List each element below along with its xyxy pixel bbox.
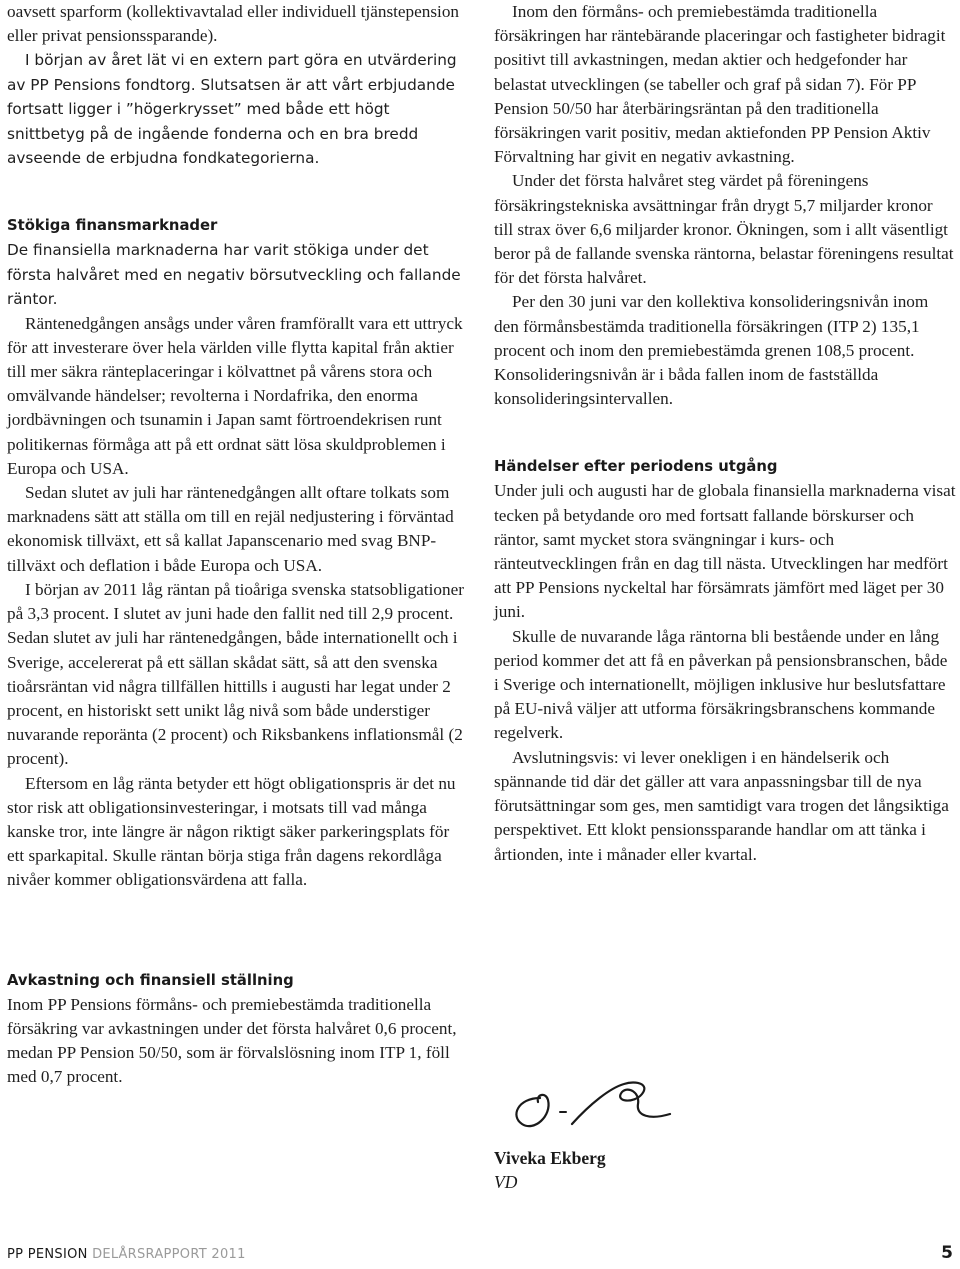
left-paragraph-2: I början av året lät vi en extern part göra en utvärdering av PP Pensions fondtorg. Slutsatsen är att vårt erbjudande fortsatt ligger i ”högerkrysset” med både ett högt snittbetyg på de ingående fonderna och en bra bredd avseende de erbjudna fondkategorierna. (7, 51, 457, 168)
handwritten-signature (500, 1058, 690, 1138)
left-paragraph-6: I början av 2011 låg räntan på tioåriga svenska statsobligationer på 3,3 procent. I slutet av juni hade den fallit ned till 2,9 procent. Sedan slutet av juli har räntenedgången, både internationellt och i Sverige, accelererat på ett sällan skådat sätt, så att den svenska tioårsräntan vid några tillfällen hittills i augusti har legat under 2 procent, en historiskt sett unikt låg nivå som både understiger nuvarande reporänta (2 procent) och Riksbankens inflationsmål (2 procent). (7, 579, 464, 769)
left-paragraph-3: De finansiella marknaderna har varit stökiga under det första halvåret med en negativ börsutveckling och fallande räntor. (7, 241, 461, 309)
signatory-title: VD (494, 1172, 518, 1192)
right-paragraph-1: Inom den förmåns- och premiebestämda traditionella försäkringen har räntebärande placeringar och fastigheter bidragit positivt till avkastningen, medan aktier och hedgefonder har belastat utvecklingen (se tabeller och graf på sidan 7). För PP Pension 50/50 har återbäringsräntan på den traditionella försäkringen varit positiv, medan aktiefonden PP Pension Aktiv Förvaltning har givit en negativ avkastning. (494, 2, 946, 167)
section-heading-stokiga: Stökiga finansmarknader (7, 217, 218, 235)
left-column (7, 0, 469, 1089)
spacer (7, 893, 469, 969)
section-heading-avkastning: Avkastning och finansiell ställning (7, 971, 294, 989)
right-paragraph-5: Skulle de nuvarande låga räntorna bli bestående under en lång period kommer det att få en påverkan på pensionsbranschen, både i Sverige och internationellt, möjligen inklusive hur beslutsfattare på EU-nivå väljer att utforma försäkringsbranschens kommande regelverk. (494, 626, 948, 743)
left-paragraph-4: Räntenedgången ansågs under våren framförallt vara ett uttryck för att investerare över hela världen ville flytta kapital från aktier till mer säkra ränteplaceringar i kölvattnet på vårens stora och omvälvande händelser; revolterna i Nordafrika, den enorma jordbävningen och tsunamin i Japan samt förtroendekrisen runt politikernas förmåga att på ett ordnat sätt lösa skuldproblemen i Europa och USA. (7, 313, 463, 478)
left-paragraph-8: Inom PP Pensions förmåns- och premiebestämda traditionella försäkring var avkastningen under det första halvåret 0,6 procent, medan PP Pension 50/50, som är förvalslösning inom ITP 1, föll med 0,7 procent. (7, 994, 457, 1087)
left-paragraph-5: Sedan slutet av juli har räntenedgången allt oftare tolkats som marknadens sätt att ställa om till en rejäl nedjustering i förväntad ekonomisk tillväxt, ett så kallat Japanscenario med svag BNP-tillväxt och deflation i både Europa och USA. (7, 483, 454, 575)
footer-label (7, 1247, 246, 1262)
spacer (7, 170, 469, 214)
section-heading-handelser: Händelser efter periodens utgång (494, 458, 778, 476)
page-number: 5 (941, 1243, 953, 1263)
footer-brand: PP PENSION (7, 1247, 88, 1262)
spacer (494, 411, 956, 455)
right-paragraph-4: Under juli och augusti har de globala finansiella marknaderna visat tecken på betydande oro med fortsatt fallande börskurser och räntor, samt mycket stora svängningar i kurs- och ränteutvecklingen från en dag till nästa. Utvecklingen har medfört att PP Pensions nyckeltal har försämrats jämfört med läget per 30 juni. (494, 481, 956, 622)
signatory-name: Viveka Ekberg (494, 1148, 606, 1168)
footer-report-title: DELÅRSRAPPORT 2011 (92, 1247, 246, 1262)
right-column (494, 0, 956, 867)
signature-block (494, 1146, 794, 1194)
left-paragraph-1: oavsett sparform (kollektivavtalad eller individuell tjänstepension eller privat pensionssparande). (7, 2, 460, 46)
right-paragraph-2: Under det första halvåret steg värdet på föreningens försäkringstekniska avsättningar från drygt 5,7 miljarder kronor till strax över 6,6 miljarder kronor. Ökningen, som i allt väsentligt beror på de fallande svenska räntorna, belastar föreningens resultat för det första halvåret. (494, 171, 954, 288)
right-paragraph-3: Per den 30 juni var den kollektiva konsolideringsnivån inom den förmånsbestämda traditionella försäkringen (ITP 2) 135,1 procent och inom den premiebestämda grenen 108,5 procent. Konsolideringsnivån är i båda fallen inom de fastställda konsolideringsintervallen. (494, 292, 929, 409)
left-paragraph-7: Eftersom en låg ränta betyder ett högt obligationspris är det nu stor risk att obligationsinvesteringar, i motsats till vad många kanske tror, inte längre är någon riktigt säker parkeringsplats för ett sparkapital. Skulle räntan börja stiga från dagens rekordlåga nivåer kommer obligationsvärdena att falla. (7, 773, 456, 890)
right-paragraph-6: Avslutningsvis: vi lever onekligen i en händelserik och spännande tid där det gäller att vara anpassningsbar till de nya förutsättningar som ges, men samtidigt vara trogen det långsiktiga perspektivet. Ett klokt pensionssparande handlar om att tänka i årtionden, inte i månader eller kvartal. (494, 747, 949, 864)
